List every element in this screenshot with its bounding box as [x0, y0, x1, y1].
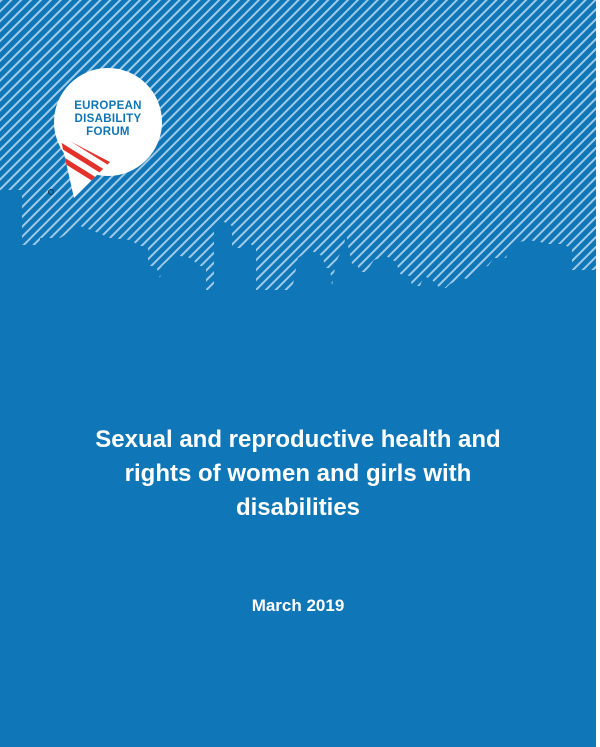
edf-logo: [52, 66, 164, 200]
page-edge: [596, 0, 600, 747]
logo-wordmark: [52, 100, 164, 139]
logo-line-1: EUROPEAN: [74, 100, 142, 112]
title-line-1: Sexual and reproductive health and: [95, 426, 501, 453]
report-title: [30, 423, 566, 525]
publication-date: March 2019: [251, 596, 345, 615]
small-circle-mark: [48, 189, 54, 195]
title-line-3: disabilities: [235, 494, 361, 521]
logo-line-3: FORUM: [86, 126, 130, 138]
title-line-2: rights of women and girls with: [124, 460, 472, 487]
logo-line-2: DISABILITY: [74, 113, 142, 125]
